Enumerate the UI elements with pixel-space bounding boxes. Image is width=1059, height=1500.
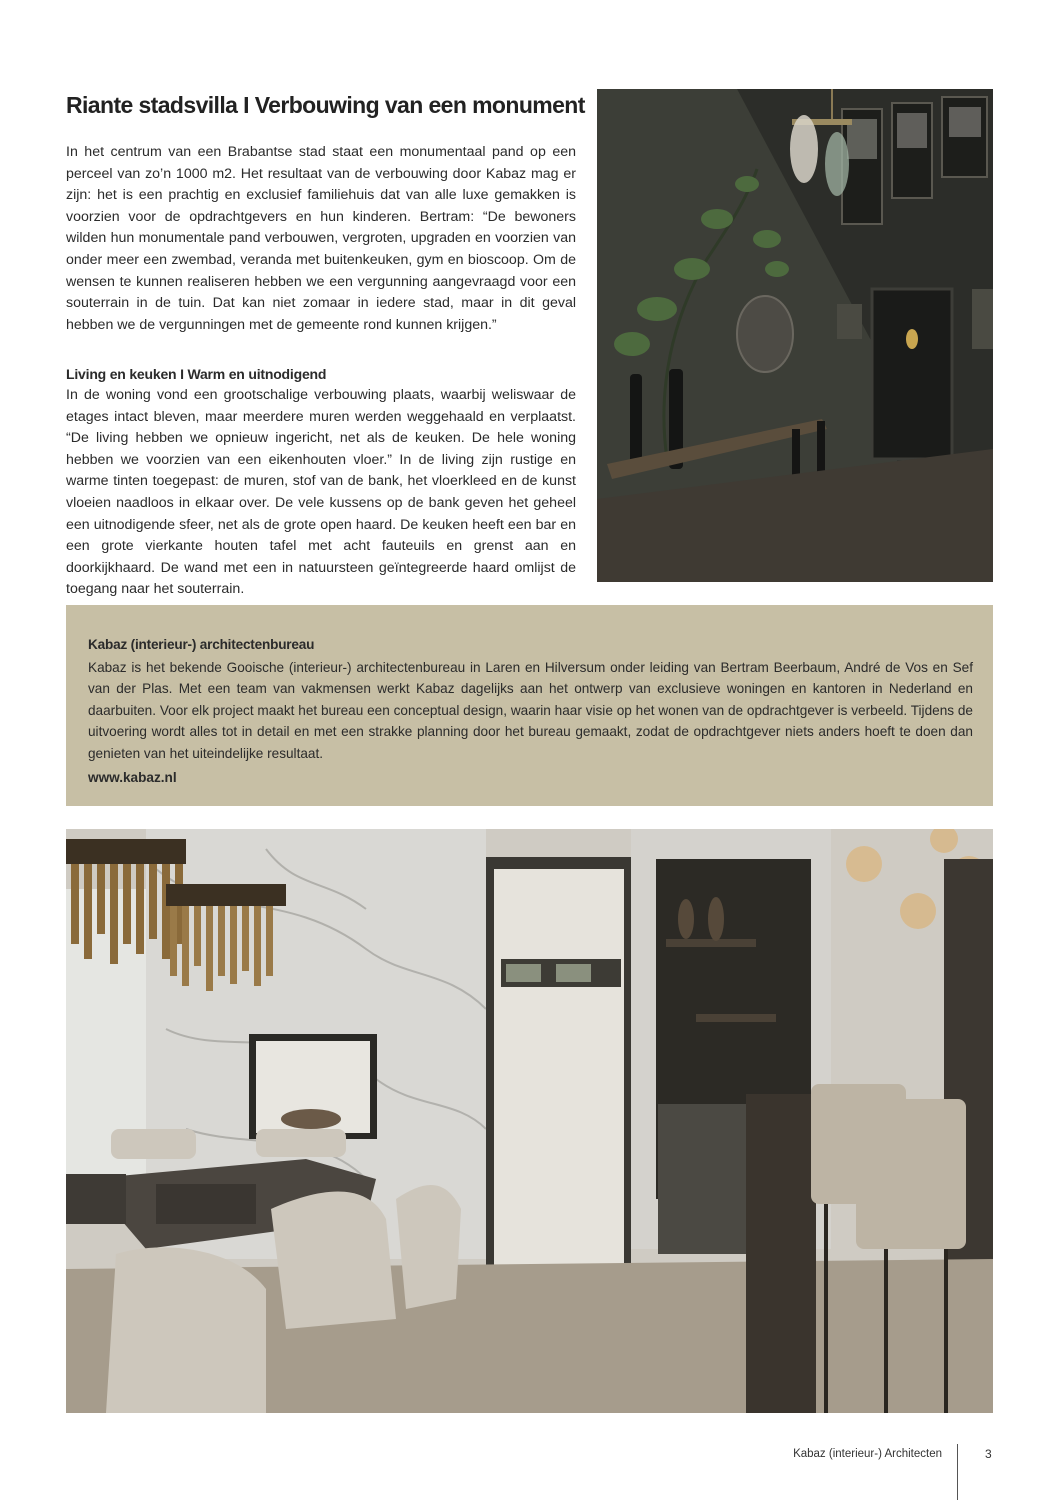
hallway-photo: [597, 89, 993, 582]
info-box: [66, 605, 993, 806]
page-number: 3: [985, 1447, 992, 1461]
info-box-title: Kabaz (interieur-) architectenbureau: [88, 637, 315, 652]
website-link[interactable]: www.kabaz.nl: [88, 770, 177, 785]
article-body: In de woning vond een grootschalige verbouwing plaats, waarbij weliswaar de etages intact bleven, maar meerdere muren werden weggehaald en verplaatst. “De living hebben we opnieuw ingericht, net als de keuken. De hele woning hebben we voorzien van een eikenhouten vloer.” In de living zijn rustige en warme tinten toegepast: de muren, stof van de bank, het vloerkleed en de kunst vloeien naadloos in elkaar over. De vele kussens op de bank geven het geheel een uitnodigende sfeer, net als de grote open haard. De keuken heeft een bar en een grote vierkante houten tafel met acht fauteuils en grenst aan en doorkijkhaard. De wand met een in natuursteen geïntegreerde haard omlijst de toegang naar het souterrain.: [66, 387, 576, 598]
info-box-text: Kabaz is het bekende Gooische (interieur-) architectenbureau in Laren en Hilversum onder leiding van Bertram Beerbaum, André de Vos en Sef van der Plas. Met een team van vakmensen werkt Kabaz dagelijks aan het ontwerp van exclusieve woningen en kantoren in Nederland en daarbuiten. Voor elk project maakt het bureau een conceptual design, waarin haar visie op het wonen van de opdrachtgever is verbeeld. Tijdens de uitvoering wordt alles tot in detail en met een strakke planning door het bureau gemaakt, zodat de opdrachtgever niets anders hoeft te doen dan genieten van het uiteindelijke resultaat.: [88, 660, 973, 761]
article-intro: In het centrum van een Brabantse stad staat een monumentaal pand op een perceel van zo’n 1000 m2. Het resultaat van de verbouwing door Kabaz mag er zijn: het is een prachtig en exclusief familiehuis dat van alle luxe gemakken is voorzien voor de opdrachtgevers en hun kinderen. Bertram: “De bewoners wilden hun monumentale pand verbouwen, vergroten, upgraden en voorzien van onder meer een zwembad, veranda met buitenkeuken, gym en bioscoop. Om de wensen te kunnen realiseren hebben we een vergunning aangevraagd voor een souterrain in de tuin. Dat kan niet zomaar in iedere stad, maar in dit geval hebben we de vergunningen met de gemeente rond kunnen krijgen.”: [66, 144, 576, 333]
footer-label: Kabaz (interieur-) Architecten: [793, 1448, 942, 1460]
dining-room-photo: [66, 829, 993, 1413]
article-title: Riante stadsvilla I Verbouwing van een monument: [66, 92, 585, 118]
section-subheading: Living en keuken I Warm en uitnodigend: [66, 366, 327, 382]
footer-divider: [957, 1444, 958, 1500]
